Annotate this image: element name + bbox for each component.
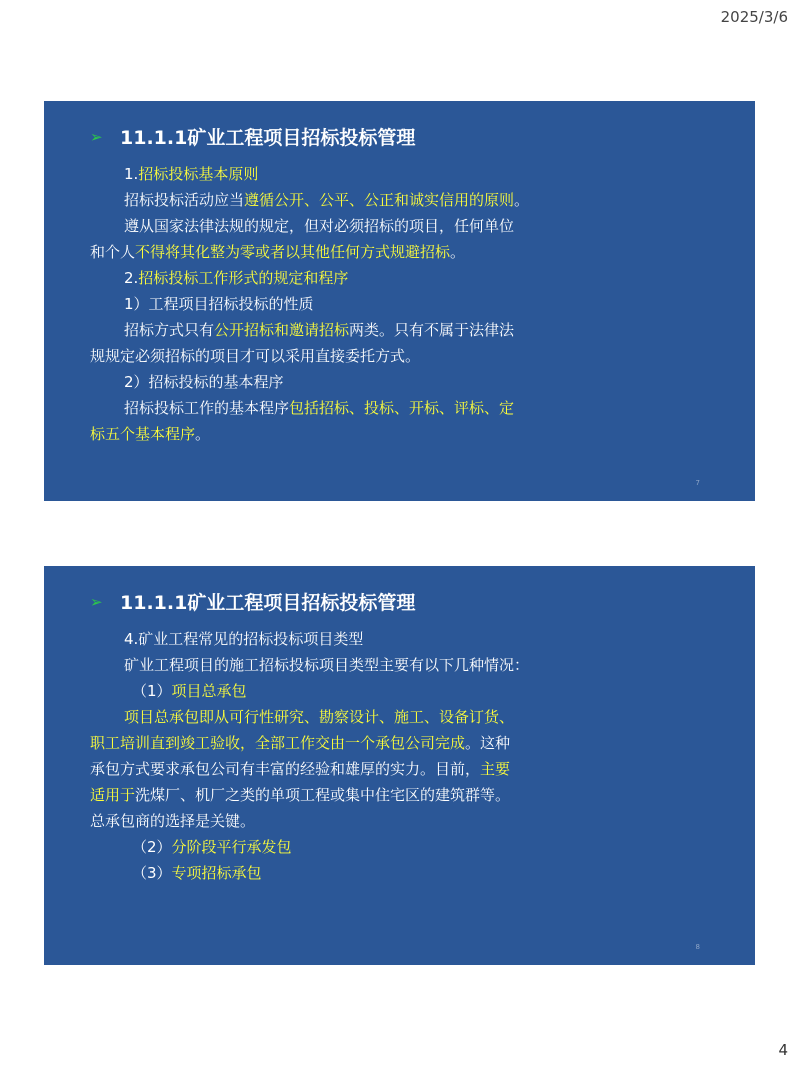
body-text: （2） xyxy=(132,838,172,856)
body-text: 2. xyxy=(124,269,139,287)
body-text: 规规定必须招标的项目才可以采用直接委托方式。 xyxy=(90,347,421,365)
body-line xyxy=(90,421,610,447)
body-line xyxy=(90,678,610,704)
slide-title-text: 11.1.1矿业工程项目招标投标管理 xyxy=(120,592,416,614)
body-text: 两类。只有不属于法律法 xyxy=(349,321,515,339)
slide-body xyxy=(90,161,610,447)
print-date: 2025/3/6 xyxy=(720,8,788,26)
arrow-bullet-icon: ➢ xyxy=(90,592,103,611)
body-text: 和个人 xyxy=(90,243,136,261)
body-text: 。 xyxy=(514,191,530,209)
body-text: 洗煤厂、机厂之类的单项工程或集中住宅区的建筑群等。 xyxy=(135,786,511,804)
body-line xyxy=(90,626,610,652)
body-text: （3） xyxy=(132,864,172,882)
body-text: 承包方式要求承包公司有丰富的经验和雄厚的实力。目前， xyxy=(90,760,481,778)
slide-title-text: 11.1.1矿业工程项目招标投标管理 xyxy=(120,127,416,149)
body-line xyxy=(90,808,610,834)
slide-title xyxy=(90,588,415,615)
body-text: 矿业工程项目的施工招标投标项目类型主要有以下几种情况： xyxy=(124,656,530,674)
page-number: 4 xyxy=(778,1041,788,1059)
highlighted-text: 招标投标基本原则 xyxy=(138,165,259,183)
body-text: 招标投标工作的基本程序 xyxy=(124,399,290,417)
body-line xyxy=(90,213,610,239)
body-text: 4.矿业工程常见的招标投标项目类型 xyxy=(124,630,364,648)
highlighted-text: 专项招标承包 xyxy=(171,864,262,882)
body-text: 2）招标投标的基本程序 xyxy=(124,373,284,391)
body-line xyxy=(90,291,610,317)
slide-number: 7 xyxy=(695,479,700,487)
highlighted-text: 主要 xyxy=(480,760,511,778)
body-line xyxy=(90,860,610,886)
body-line xyxy=(90,265,610,291)
body-line xyxy=(90,834,610,860)
body-line xyxy=(90,704,610,730)
highlighted-text: 遵循公开、公平、公正和诚实信用的原则 xyxy=(244,191,515,209)
body-line xyxy=(90,395,610,421)
body-text: 1. xyxy=(124,165,139,183)
highlighted-text: 标五个基本程序 xyxy=(90,425,196,443)
highlighted-text: 分阶段平行承发包 xyxy=(171,838,292,856)
highlighted-text: 项目总承包 xyxy=(171,682,247,700)
highlighted-text: 适用于 xyxy=(90,786,136,804)
body-line xyxy=(90,756,610,782)
body-line xyxy=(90,652,610,678)
body-text: 招标投标活动应当 xyxy=(124,191,245,209)
slide-8 xyxy=(44,566,755,965)
highlighted-text: 职工培训直到竣工验收，全部工作交由一个承包公司完成 xyxy=(90,734,466,752)
body-line xyxy=(90,782,610,808)
body-text: 。 xyxy=(450,243,466,261)
highlighted-text: 招标投标工作形式的规定和程序 xyxy=(138,269,349,287)
body-line xyxy=(90,161,610,187)
body-line xyxy=(90,317,610,343)
body-text: 总承包商的选择是关键。 xyxy=(90,812,256,830)
slide-body xyxy=(90,626,610,886)
highlighted-text: 包括招标、投标、开标、评标、定 xyxy=(289,399,515,417)
slide-number: 8 xyxy=(695,943,700,951)
slide-7 xyxy=(44,101,755,501)
body-text: 1）工程项目招标投标的性质 xyxy=(124,295,314,313)
arrow-bullet-icon: ➢ xyxy=(90,127,103,146)
body-line xyxy=(90,239,610,265)
highlighted-text: 不得将其化整为零或者以其他任何方式规避招标 xyxy=(135,243,451,261)
slide-title xyxy=(90,123,415,150)
body-text: 招标方式只有 xyxy=(124,321,215,339)
body-text: 遵从国家法律法规的规定，但对必须招标的项目，任何单位 xyxy=(124,217,515,235)
highlighted-text: 项目总承包即从可行性研究、勘察设计、施工、设备订货、 xyxy=(124,708,515,726)
body-line xyxy=(90,369,610,395)
body-text: 。这种 xyxy=(465,734,511,752)
body-text: （1） xyxy=(132,682,172,700)
body-line xyxy=(90,187,610,213)
highlighted-text: 公开招标和邀请招标 xyxy=(214,321,350,339)
body-text: 。 xyxy=(195,425,211,443)
body-line xyxy=(90,343,610,369)
body-line xyxy=(90,730,610,756)
